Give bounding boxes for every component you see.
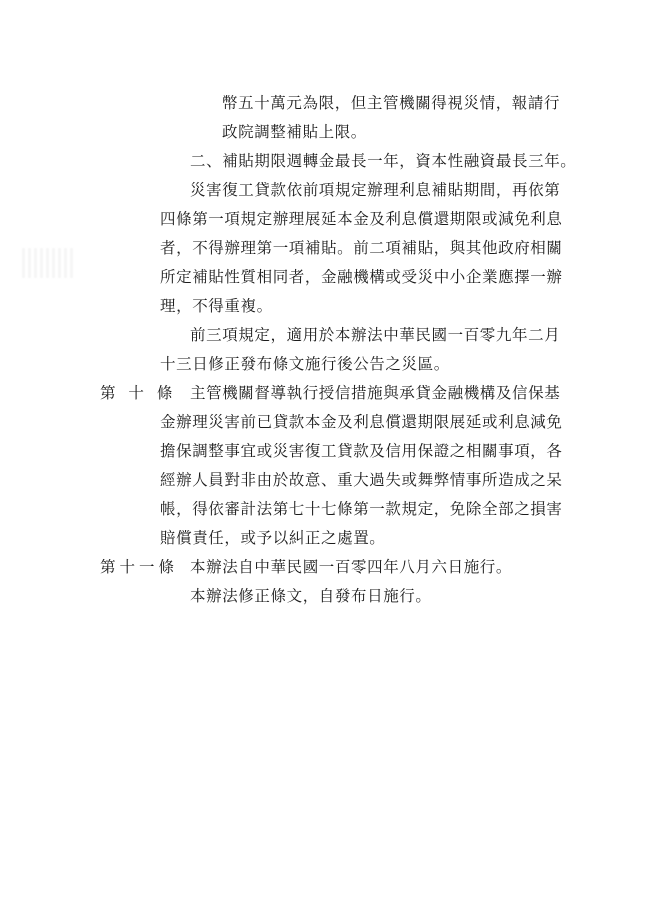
text-line: 本辦法修正條文，自發布日施行。 xyxy=(190,587,432,605)
text-line: 災害復工貸款依前項規定辦理利息補貼期間，再依第 xyxy=(190,181,561,199)
text-line: 四條第一項規定辦理展延本金及利息償還期限或減免利息 xyxy=(160,210,563,228)
text-line: 前三項規定，適用於本辦法中華民國一百零九年二月 xyxy=(190,326,561,344)
text-line: 本辦法自中華民國一百零四年八月六日施行。 xyxy=(190,558,513,576)
text-line: 賠償責任，或予以糾正之處置。 xyxy=(160,529,386,547)
text-line: 二、補貼期限週轉金最長一年，資本性融資最長三年。 xyxy=(190,152,577,170)
text-line: 擔保調整事宜或災害復工貸款及信用保證之相關事項，各 xyxy=(160,442,563,460)
text-line: 者，不得辦理第一項補貼。前二項補貼，與其他政府相關 xyxy=(160,239,563,257)
text-line: 所定補貼性質相同者，金融機構或受災中小企業應擇一辦 xyxy=(160,268,563,286)
scan-smudge xyxy=(22,248,74,278)
text-line: 金辦理災害前已貸款本金及利息償還期限展延或利息減免 xyxy=(160,413,563,431)
text-line: 政院調整補貼上限。 xyxy=(222,123,367,141)
text-line: 經辦人員對非由於故意、重大過失或舞弊情事所造成之呆 xyxy=(160,471,563,489)
text-line: 理，不得重複。 xyxy=(160,297,273,315)
text-line: 主管機關督導執行授信措施與承貸金融機構及信保基 xyxy=(190,384,561,402)
text-line: 幣五十萬元為限，但主管機關得視災情，報請行 xyxy=(222,94,561,112)
article-10-label: 第 十 條 xyxy=(100,384,177,402)
text-line: 十三日修正發布條文施行後公告之災區。 xyxy=(160,355,450,373)
article-11-label: 第十一條 xyxy=(100,558,179,576)
text-line: 帳，得依審計法第七十七條第一款規定，免除全部之損害 xyxy=(160,500,563,518)
